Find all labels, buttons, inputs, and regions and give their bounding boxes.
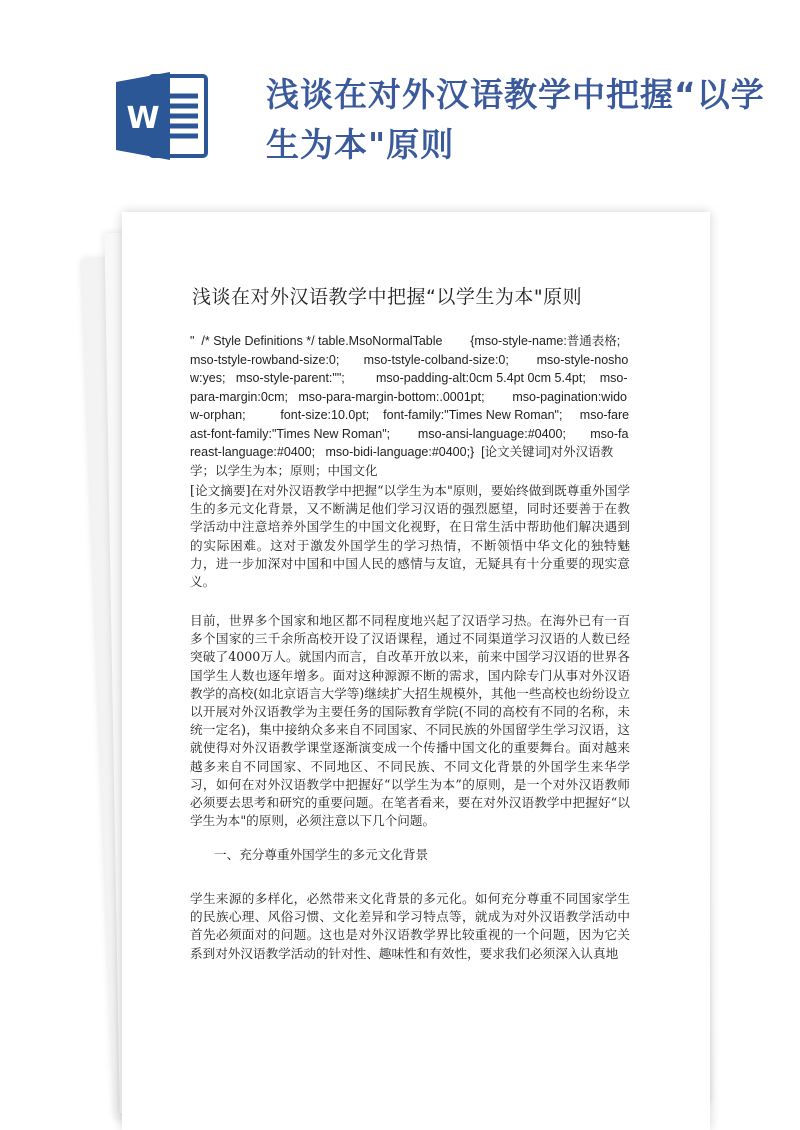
word-document-icon	[112, 68, 212, 164]
page-header	[0, 0, 800, 200]
style-definitions-text: " /* Style Definitions */ table.MsoNormalTable {mso-style-name:普通表格; mso-tstyle-rowband-size:0; mso-tstyle-colband-size:0; mso-style-noshow:yes; mso-style-parent:""; mso-padding-alt:0cm 5.4pt 0cm 5.4pt; mso-para-margin:0cm; mso-para-margin-bottom:.0001pt; mso-pagination:widow-orphan; font-size:10.0pt; font-family:"Times New Roman"; mso-fareast-font-family:"Times New Roman"; mso-ansi-language:#0400; mso-fareast-language:#0400; mso-bidi-language:#0400;} [论文关键词]对外汉语教学；以学生为本；原则；中国文化	[190, 334, 635, 478]
svg-text:W: W	[126, 101, 160, 136]
document-page	[122, 212, 710, 1130]
abstract-paragraph: [论文摘要]在对外汉语教学中把握“以学生为本"原则，要始终做到既尊重外国学生的多元文化背景，又不断满足他们学习汉语的强烈愿望，同时还要善于在教学活动中注意培养外国学生的中国文化视野，在日常生活中帮助他们解决遇到的实际困难。这对于激发外国学生的学习热情，不断领悟中华文化的独特魅力，进一步加深对中国和中国人民的感情与友谊，无疑具有十分重要的现实意义。	[190, 483, 630, 590]
document-title: 浅谈在对外汉语教学中把握“以学生为本"原则	[192, 286, 583, 308]
body-paragraph: 目前，世界多个国家和地区都不同程度地兴起了汉语学习热。在海外已有一百多个国家的三千余所高校开设了汉语课程，通过不同渠道学习汉语的人数已经突破了4000万人。就国内而言，自改革开放以来，前来中国学习汉语的世界各国学生人数也逐年增多。面对这种源源不断的需求，国内除专门从事对外汉语教学的高校(如北京语言大学等)继续扩大招生规模外，其他一些高校也纷纷设立以开展对外汉语教学为主要任务的国际教育学院(不同的高校有不同的名称，未统一定名)，集中接纳众多来自不同国家、不同民族的外国留学生学习汉语，这就使得对外汉语教学课堂逐渐演变成一个传播中国文化的重要舞台。面对越来越多来自不同国家、不同地区、不同民族、不同文化背景的外国学生来华学习，如何在对外汉语教学中把握好“以学生为本”的原则，是一个对外汉语教师必须要去思考和研究的重要问题。在笔者看来，要在对外汉语教学中把握好“以学生为本"的原则，必须注意以下几个问题。	[190, 613, 630, 829]
section-heading: 一、充分尊重外国学生的多元文化背景	[214, 847, 429, 862]
page-title: 浅谈在对外汉语教学中把握“以学生为本"原则	[266, 75, 765, 164]
body-paragraph: 学生来源的多样化，必然带来文化背景的多元化。如何充分尊重不同国家学生的民族心理、风俗习惯、文化差异和学习特点等，就成为对外汉语教学活动中首先必须面对的问题。这也是对外汉语教学界比较重视的一个问题，因为它关系到对外汉语教学活动的针对性、趣味性和有效性，要求我们必须深入认真地	[190, 891, 630, 961]
